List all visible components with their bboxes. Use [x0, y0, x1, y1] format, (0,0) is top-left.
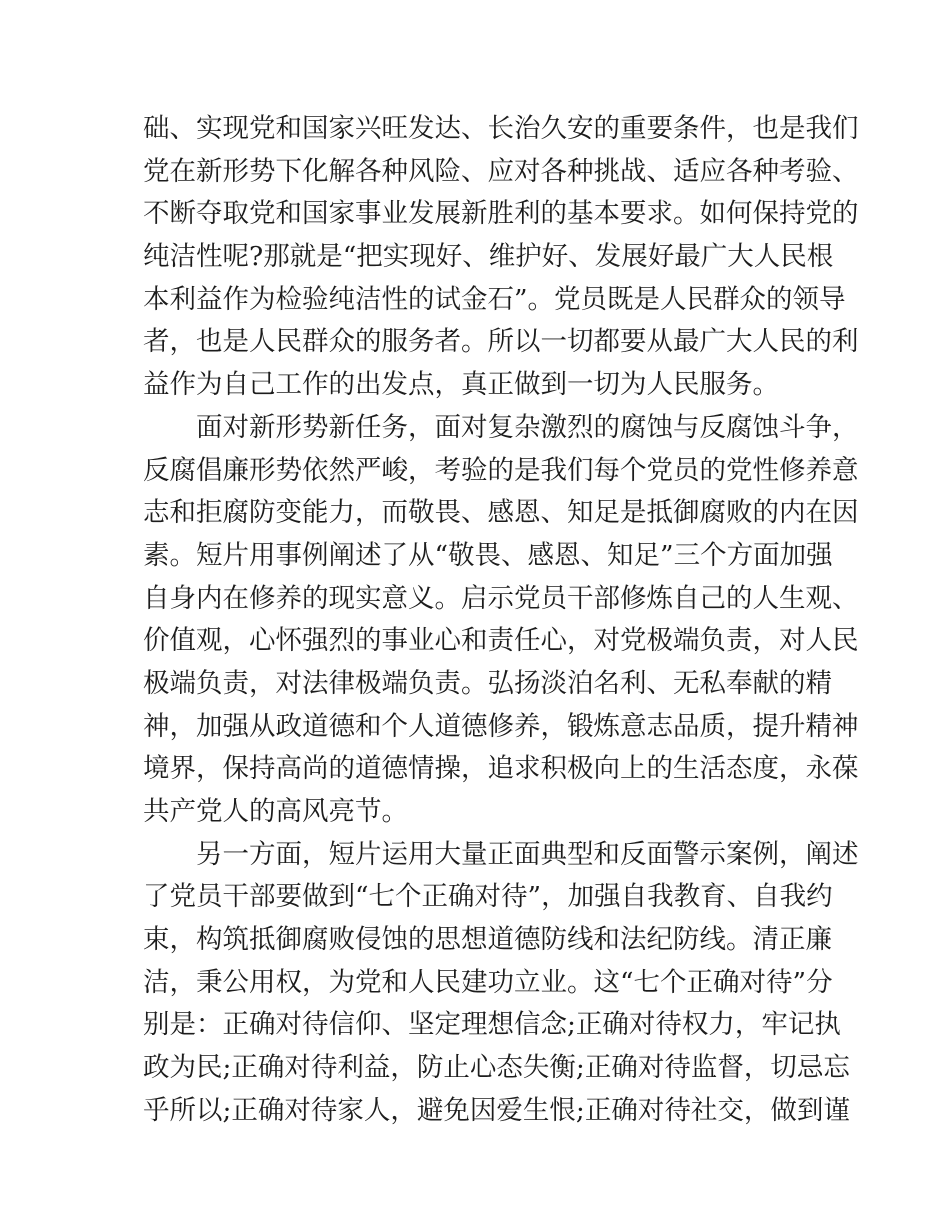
text-line: 境界，保持高尚的道德情操，追求积极向上的生活态度，永葆: [143, 753, 859, 785]
text-line: 政为民;正确对待利益，防止心态失衡;正确对待监督，切忌忘: [143, 1052, 850, 1084]
text-line: 本利益作为检验纯洁性的试金石”。党员既是人民群众的领导: [143, 283, 846, 315]
body-text: [143, 108, 859, 1133]
text-line: 素。短片用事例阐述了从“敬畏、感恩、知足”三个方面加强: [143, 539, 833, 571]
text-line: 党在新形势下化解各种风险、应对各种挑战、适应各种考验、: [143, 155, 859, 187]
text-line: 者，也是人民群众的服务者。所以一切都要从最广大人民的利: [143, 326, 859, 358]
text-line: 自身内在修养的现实意义。启示党员干部修炼自己的人生观、: [143, 582, 859, 614]
paragraph-3: [143, 834, 859, 1133]
text-line: 面对新形势新任务，面对复杂激烈的腐蚀与反腐蚀斗争，: [196, 411, 859, 443]
text-line: 乎所以;正确对待家人，避免因爱生恨;正确对待社交，做到谨: [143, 1094, 850, 1126]
text-line: 益作为自己工作的出发点，真正做到一切为人民服务。: [143, 369, 779, 401]
text-line: 共产党人的高风亮节。: [143, 796, 408, 827]
text-line: 别是：正确对待信仰、坚定理想信念;正确对待权力，牢记执: [143, 1009, 841, 1041]
text-line: 志和拒腐防变能力，而敬畏、感恩、知足是抵御腐败的内在因: [143, 497, 859, 529]
text-line: 反腐倡廉形势依然严峻，考验的是我们每个党员的党性修养意: [143, 454, 859, 486]
text-line: 纯洁性呢?那就是“把实现好、维护好、发展好最广大人民根: [143, 241, 834, 273]
text-line: 洁，秉公用权，为党和人民建功立业。这“七个正确对待”分: [143, 966, 833, 998]
text-line: 了党员干部要做到“七个正确对待”，加强自我教育、自我约: [143, 881, 833, 913]
text-line: 价值观，心怀强烈的事业心和责任心，对党极端负责，对人民: [143, 625, 859, 657]
paragraph-1: [143, 108, 859, 407]
text-line: 另一方面，短片运用大量正面典型和反面警示案例，阐述: [196, 838, 859, 870]
paragraph-2: [143, 407, 859, 834]
text-line: 神，加强从政道德和个人道德修养，锻炼意志品质，提升精神: [143, 710, 859, 742]
text-line: 束，构筑抵御腐败侵蚀的思想道德防线和法纪防线。清正廉: [143, 924, 832, 956]
text-line: 不断夺取党和国家事业发展新胜利的基本要求。如何保持党的: [143, 198, 859, 230]
text-line: 极端负责，对法律极端负责。弘扬淡泊名利、无私奉献的精: [143, 667, 832, 699]
text-line: 础、实现党和国家兴旺发达、长治久安的重要条件，也是我们: [143, 113, 859, 144]
